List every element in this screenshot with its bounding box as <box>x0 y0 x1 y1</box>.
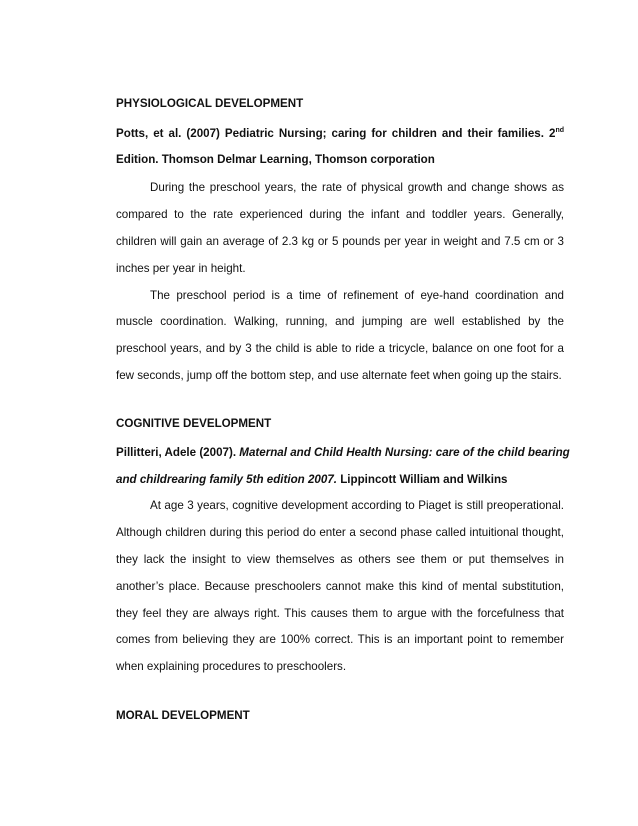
paragraph-line: comes from believing they are 100% correct. This is an important point to remember <box>116 633 564 646</box>
paragraph-line: another’s place. Because preschoolers cannot make this kind of mental substitution, <box>116 580 564 593</box>
paragraph-line: preschool years, and by 3 the child is able to ride a tricycle, balance on one foot for a <box>116 342 564 355</box>
paragraph-line: inches per year in height. <box>116 262 246 275</box>
citation-publisher: Lippincott William and Wilkins <box>340 473 508 486</box>
citation-line-1 <box>116 445 570 461</box>
paragraph-line: children will gain an average of 2.3 kg or 5 pounds per year in weight and 7.5 cm or 3 <box>116 235 564 248</box>
paragraph-line: muscle coordination. Walking, running, and jumping are well established by the <box>116 315 564 328</box>
paragraph-line: compared to the rate experienced during the infant and toddler years. Generally, <box>116 208 564 221</box>
paragraph-line: The preschool period is a time of refinement of eye-hand coordination and <box>150 289 564 302</box>
citation-title-cont: and childrearing family 5th edition 2007. <box>116 473 337 486</box>
citation-author: Pillitteri, Adele (2007). <box>116 446 237 459</box>
citation-title: Maternal and Child Health Nursing: care of the child bearing <box>239 446 570 459</box>
citation-superscript: nd <box>555 127 564 134</box>
paragraph-line: they feel they are always right. This causes them to argue with the forcefulness that <box>116 607 564 620</box>
citation-text: Potts, et al. (2007) Pediatric Nursing; caring for children and their families. 2 <box>116 127 556 140</box>
paragraph-line: few seconds, jump off the bottom step, and use alternate feet when going up the stairs. <box>116 369 562 382</box>
paragraph-line: During the preschool years, the rate of physical growth and change shows as <box>150 181 564 194</box>
paragraph-line: Although children during this period do enter a second phase called intuitional thought, <box>116 526 564 539</box>
paragraph-line: At age 3 years, cognitive development according to Piaget is still preoperational. <box>150 499 564 512</box>
citation-line-2 <box>116 472 564 488</box>
paragraph-line: when explaining procedures to preschoolers. <box>116 660 347 673</box>
section-heading-moral: MORAL DEVELOPMENT <box>116 709 250 722</box>
paragraph-line: they lack the insight to view themselves as others see them or put themselves in <box>116 553 564 566</box>
section-heading-physiological: PHYSIOLOGICAL DEVELOPMENT <box>116 97 304 110</box>
section-heading-cognitive: COGNITIVE DEVELOPMENT <box>116 417 272 430</box>
citation-line-1 <box>116 126 564 142</box>
citation-line-2: Edition. Thomson Delmar Learning, Thomson corporation <box>116 153 435 166</box>
